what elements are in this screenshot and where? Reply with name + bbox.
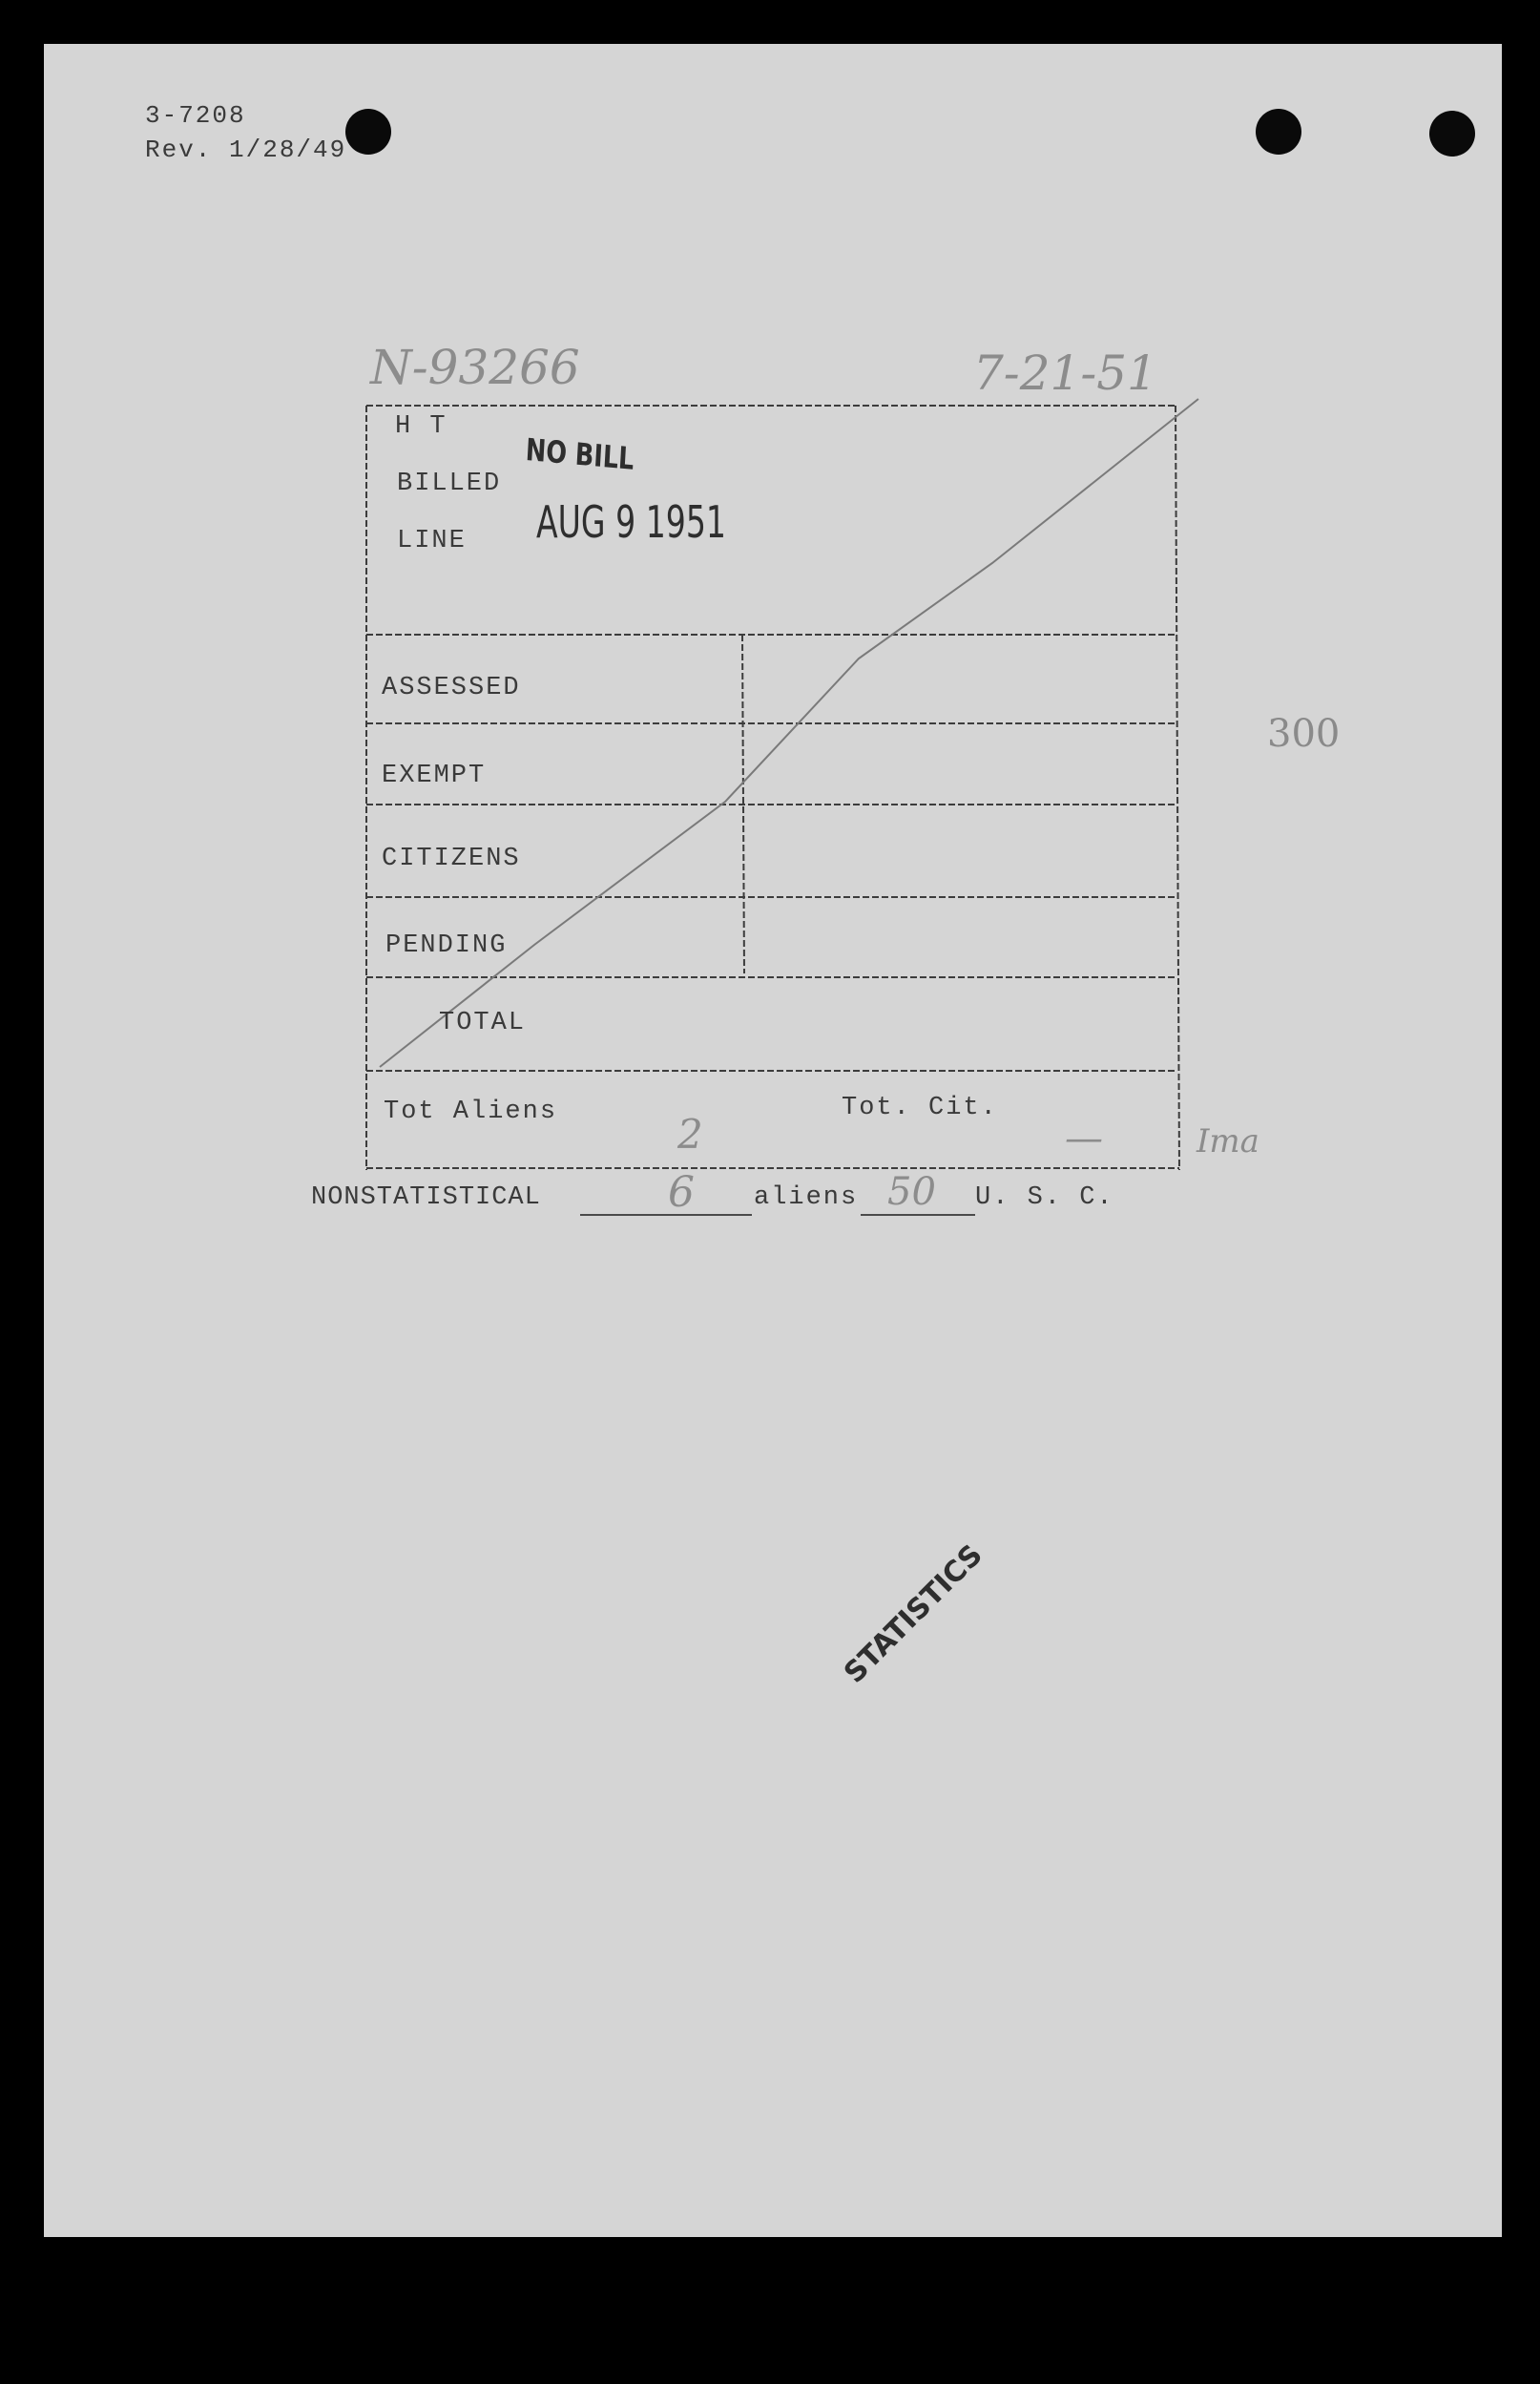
form-number: 3-7208 [145,101,246,130]
row-label-billed: BILLED [397,470,502,498]
form-revision: Rev. 1/28/49 [145,136,347,164]
nonstatistical-underline [580,1214,752,1216]
row-label-ht: H T [395,412,447,441]
cancel-diagonal-line [380,399,1198,1067]
date-stamp: AUG 9 1951 [536,496,726,548]
statistics-stamp: STATISTICS [838,1537,989,1690]
date-handwritten: 7-21-51 [973,345,1157,401]
row-label-citizens: CITIZENS [382,845,521,873]
row-label-tot-cit: Tot. Cit. [842,1094,998,1122]
tot-aliens-value: 2 [677,1111,703,1158]
initials-handwritten: Ima [1197,1122,1259,1161]
row-label-tot-aliens: Tot Aliens [384,1098,558,1126]
nonstatistical-value: 6 [668,1168,695,1217]
number-stamp: 300 [1267,712,1341,756]
row-label-exempt: EXEMPT [382,762,487,790]
usc-value: 50 [887,1170,936,1214]
usc-label: U. S. C. [975,1183,1114,1212]
row-label-total: TOTAL [439,1009,527,1037]
row-label-pending: PENDING [385,931,508,960]
row-label-assessed: ASSESSED [382,674,521,702]
file-number-handwritten: N-93266 [370,340,580,395]
no-bill-stamp: NO BILL [524,431,635,477]
row-label-line: LINE [397,527,467,555]
usc-underline [861,1214,975,1216]
nonstatistical-label: NONSTATISTICAL [311,1183,541,1212]
aliens-label: aliens [754,1183,859,1212]
tot-cit-value: — [1065,1117,1103,1161]
